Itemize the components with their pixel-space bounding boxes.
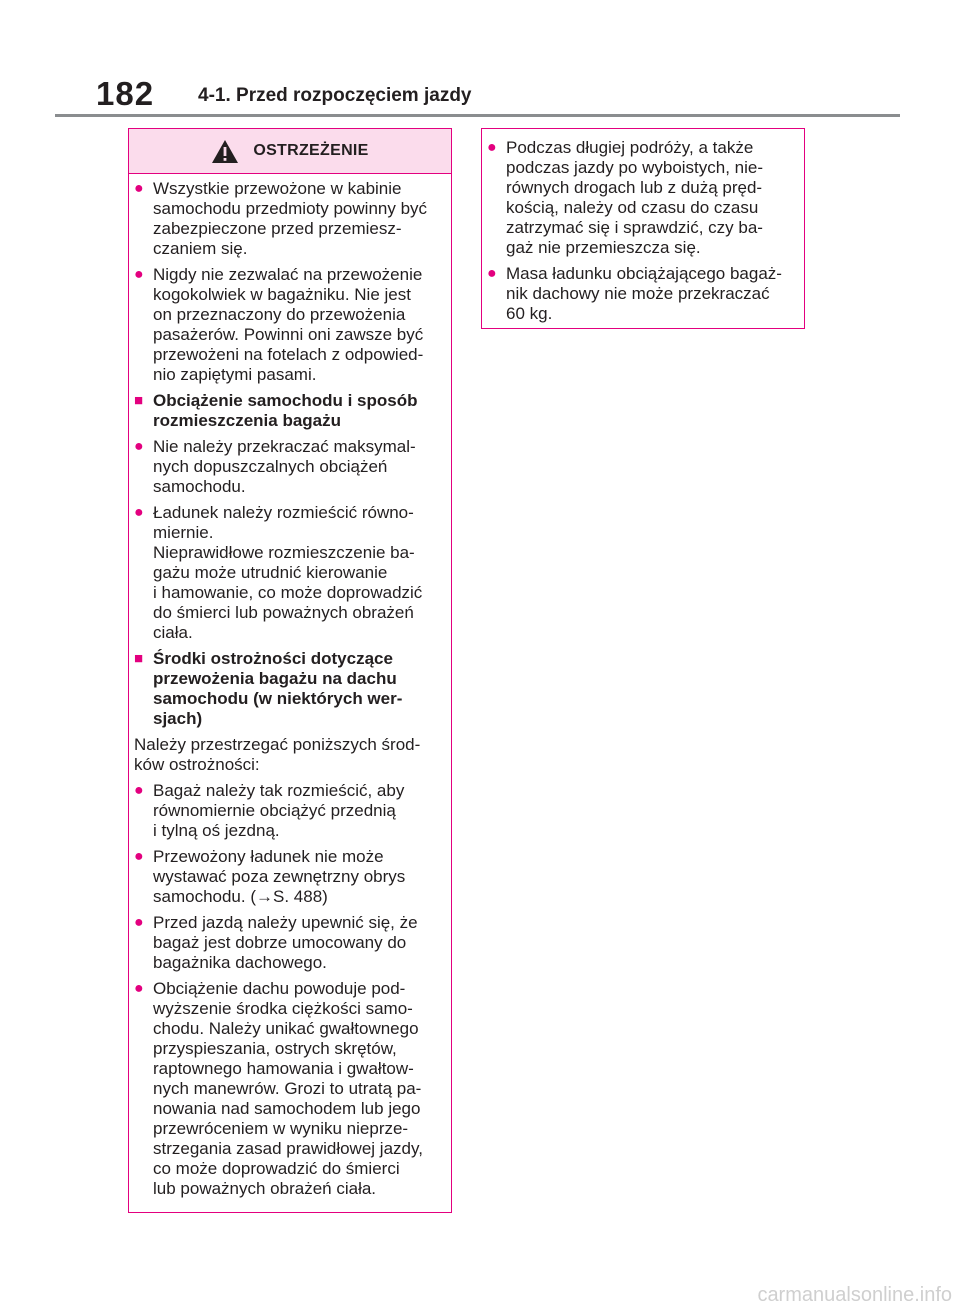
round-bullet-icon: ●	[134, 266, 144, 283]
text-line: gażu może utrudnić kierowanie	[153, 563, 388, 582]
round-bullet-icon: ●	[487, 139, 497, 156]
text-line: Należy przestrzegać poniższych środ-	[134, 735, 421, 754]
text-line: pasażerów. Powinni oni zawsze być	[153, 325, 424, 344]
paragraph	[134, 735, 445, 775]
bullet-item	[487, 264, 798, 324]
text-line: strzegania zasad prawidłowej jazdy,	[153, 1139, 423, 1158]
text-line: równomiernie obciążyć przednią	[153, 801, 396, 820]
text-line: Obciążenie dachu powoduje pod-	[153, 979, 406, 998]
text-line: równych drogach lub z dużą pręd-	[506, 178, 763, 197]
text-line: miernie.	[153, 523, 214, 542]
text-line: zatrzymać się i sprawdzić, czy ba-	[506, 218, 763, 237]
text-line: samochodu przedmioty powinny być	[153, 199, 428, 218]
round-bullet-icon: ●	[134, 848, 144, 865]
section-title: 4-1. Przed rozpoczęciem jazdy	[198, 85, 472, 106]
square-bullet-icon: ■	[134, 392, 144, 409]
warning-box-right	[481, 128, 805, 329]
text-line: wyższenie środka ciężkości samo-	[153, 999, 413, 1018]
square-bullet-icon: ■	[134, 650, 144, 667]
round-bullet-icon: ●	[487, 265, 497, 282]
text-line: przyspieszania, ostrych skrętów,	[153, 1039, 397, 1058]
bullet-item	[134, 503, 445, 643]
text-line: Wszystkie przewożone w kabinie	[153, 179, 402, 198]
text-line: samochodu.	[153, 477, 246, 496]
bullet-item	[134, 265, 445, 385]
subheading	[134, 391, 445, 431]
round-bullet-icon: ●	[134, 180, 144, 197]
text-line: Nie należy przekraczać maksymal-	[153, 437, 416, 456]
text-line: raptownego hamowania i gwałtow-	[153, 1059, 414, 1078]
text-line: Bagaż należy tak rozmieścić, aby	[153, 781, 405, 800]
text-line: Nigdy nie zezwalać na przewożenie	[153, 265, 423, 284]
text-line: rozmieszczenia bagażu	[153, 411, 342, 430]
bullet-item	[134, 847, 445, 907]
bullet-item	[134, 179, 445, 259]
text-line: nych manewrów. Grozi to utratą pa-	[153, 1079, 422, 1098]
text-line: nowania nad samochodem lub jego	[153, 1099, 421, 1118]
text-line: kością, należy od czasu do czasu	[506, 198, 759, 217]
warning-body-left	[129, 174, 451, 1199]
text-line: gaż nie przemieszcza się.	[506, 238, 701, 257]
text-line: sjach)	[153, 709, 203, 728]
text-line: nio zapiętymi pasami.	[153, 365, 317, 384]
text-line: 60 kg.	[506, 304, 553, 323]
warning-box-left	[128, 128, 452, 1213]
text-line: co może doprowadzić do śmierci	[153, 1159, 400, 1178]
bullet-item	[487, 138, 798, 258]
text-line: samochodu (w niektórych wer-	[153, 689, 403, 708]
bullet-item	[134, 913, 445, 973]
page-number: 182	[96, 75, 155, 112]
text-line: do śmierci lub poważnych obrażeń	[153, 603, 414, 622]
text-line: Nieprawidłowe rozmieszczenie ba-	[153, 543, 415, 562]
text-line: czaniem się.	[153, 239, 248, 258]
text-line: Przed jazdą należy upewnić się, że	[153, 913, 418, 932]
warning-title: OSTRZEŻENIE	[253, 142, 369, 159]
text-line: ciała.	[153, 623, 193, 642]
text-line: i hamowanie, co może doprowadzić	[153, 583, 423, 602]
text-line: i tylną oś jezdną.	[153, 821, 280, 840]
round-bullet-icon: ●	[134, 438, 144, 455]
text-line: wystawać poza zewnętrzny obrys	[153, 867, 406, 886]
page-header	[96, 76, 900, 116]
text-line: samochodu. (→S. 488)	[153, 887, 328, 906]
text-line: Przewożony ładunek nie może	[153, 847, 384, 866]
text-line: Masa ładunku obciążającego bagaż-	[506, 264, 782, 283]
text-line: lub poważnych obrażeń ciała.	[153, 1179, 377, 1198]
text-line: bagaż jest dobrze umocowany do	[153, 933, 407, 952]
text-line: podczas jazdy po wyboistych, nie-	[506, 158, 764, 177]
text-line: nych dopuszczalnych obciążeń	[153, 457, 388, 476]
text-line: Ładunek należy rozmieścić równo-	[153, 503, 414, 522]
text-line: kogokolwiek w bagażniku. Nie jest	[153, 285, 411, 304]
text-line: Podczas długiej podróży, a także	[506, 138, 754, 157]
text-line: przewożeni na fotelach z odpowied-	[153, 345, 424, 364]
text-line: ków ostrożności:	[134, 755, 260, 774]
watermark: carmanualsonline.info	[757, 1284, 952, 1306]
bullet-item	[134, 437, 445, 497]
subheading	[134, 649, 445, 729]
text-line: bagażnika dachowego.	[153, 953, 327, 972]
round-bullet-icon: ●	[134, 980, 144, 997]
bullet-item	[134, 781, 445, 841]
text-line: chodu. Należy unikać gwałtownego	[153, 1019, 419, 1038]
text-line: przewożenia bagażu na dachu	[153, 669, 397, 688]
text-line: on przeznaczony do przewożenia	[153, 305, 406, 324]
warning-header	[129, 129, 451, 174]
header-rule	[55, 114, 900, 117]
warning-triangle-icon	[211, 139, 239, 164]
round-bullet-icon: ●	[134, 914, 144, 931]
text-line: Środki ostrożności dotyczące	[153, 649, 393, 668]
text-line: nik dachowy nie może przekraczać	[506, 284, 770, 303]
bullet-item	[134, 979, 445, 1199]
text-line: przewróceniem w wyniku nieprze-	[153, 1119, 409, 1138]
round-bullet-icon: ●	[134, 504, 144, 521]
text-line: Obciążenie samochodu i sposób	[153, 391, 418, 410]
text-line: zabezpieczone przed przemiesz-	[153, 219, 402, 238]
warning-body-right	[482, 129, 804, 324]
round-bullet-icon: ●	[134, 782, 144, 799]
